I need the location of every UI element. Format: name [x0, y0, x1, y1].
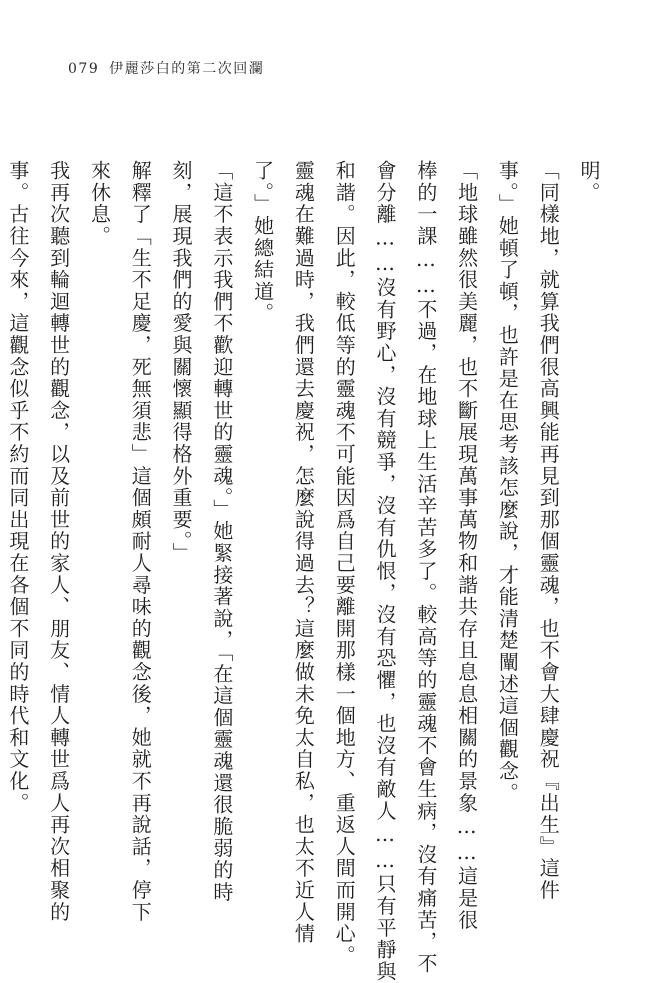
text-column-12: 解釋了「生不足慶，死無須悲」這個頗耐人尋味的觀念後，她就不再說話，停下	[128, 160, 153, 923]
text-column-10: 「這不表示我們不歡迎轉世的靈魂。」她緊接著說，「在這個靈魂還很脆弱的時	[209, 160, 234, 903]
text-column-8: 靈魂在難過時，我們還去慶祝，怎麼說得過去？這麼做未免太自私，也太不近人情	[291, 160, 316, 945]
text-column-9: 了。」她總結道。	[250, 160, 275, 325]
running-title: 伊麗莎白的第二次回瀾	[109, 61, 265, 77]
text-column-3: 事。」她頓了頓，也許是在思考該怎麼說，才能清楚闡述這個觀念。	[495, 160, 520, 804]
text-column-13: 來休息。	[87, 160, 112, 248]
text-column-6: 會分離……沒有野心，沒有競爭，沒有仇恨，沒有恐懼，也沒有敵人……只有平靜與	[373, 160, 398, 983]
text-column-1: 明。	[577, 160, 601, 204]
page-header	[68, 58, 264, 78]
page-number: 079	[68, 61, 100, 77]
text-column-2: 「同樣地，就算我們很高興能再見到那個靈魂，也不會大肆慶祝『出生』這件	[536, 160, 561, 902]
text-column-15: 事。古往今來，這觀念似乎不約而同出現在各個不同的時代和文化。	[5, 160, 30, 814]
vertical-text-body	[5, 160, 604, 983]
text-column-7: 和諧。因此，較低等的靈魂不可能因爲自己要離開那樣一個地方、重返人間而開心。	[332, 160, 357, 967]
text-column-4: 「地球雖然很美麗，也不斷展現萬事萬物和諧共存且息息相關的景象……這是很	[454, 160, 479, 931]
text-column-14: 我再次聽到輪迴轉世的觀念，以及前世的家人、朋友、情人轉世爲人再次相聚的	[46, 160, 71, 923]
text-column-11: 刻，展現我們的愛與關懷顯得格外重要。」	[169, 160, 194, 565]
text-column-5: 棒的一課……不過，在地球上生活辛苦多了。較高等的靈魂不會生病，沒有痛苦，不	[413, 160, 438, 975]
